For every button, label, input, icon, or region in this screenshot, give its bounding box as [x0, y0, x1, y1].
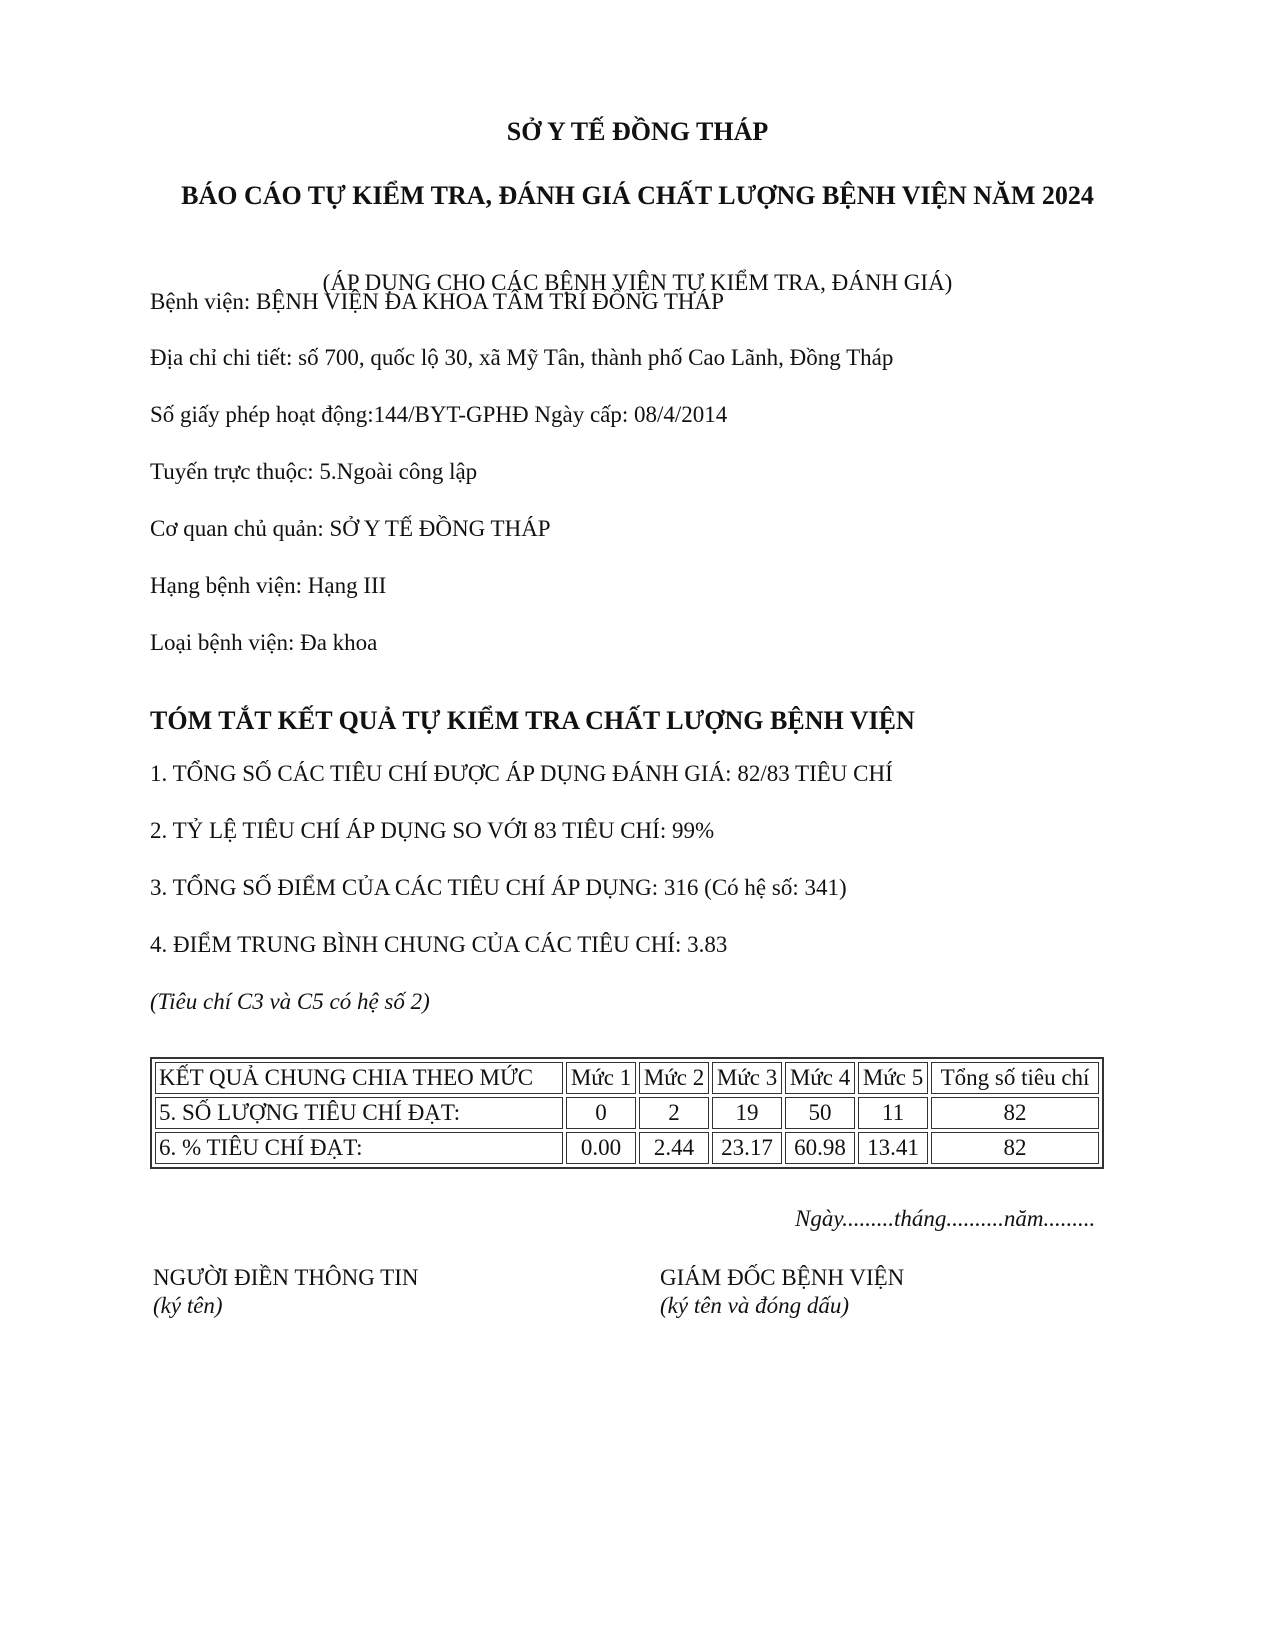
org-heading: SỞ Y TẾ ĐỒNG THÁP: [506, 117, 769, 146]
summary-item-1: 1. TỔNG SỐ CÁC TIÊU CHÍ ĐƯỢC ÁP DỤNG ĐÁNH GIÁ: 82/83 TIÊU CHÍ: [150, 761, 893, 786]
table-cell: 0.00: [566, 1132, 636, 1164]
tier-info: Tuyến trực thuộc: 5.Ngoài công lập: [150, 459, 478, 484]
table-cell: 6. % TIÊU CHÍ ĐẠT:: [155, 1132, 563, 1164]
table-row: [155, 1097, 1099, 1129]
coefficient-note: (Tiêu chí C3 và C5 có hệ số 2): [150, 989, 430, 1014]
hospital-name: Bệnh viện: BỆNH VIỆN ĐA KHOA TÂM TRÍ ĐỒNG THÁP: [150, 289, 724, 314]
report-title: BÁO CÁO TỰ KIỂM TRA, ĐÁNH GIÁ CHẤT LƯỢNG BỆNH VIỆN NĂM 2024: [181, 181, 1094, 210]
table-cell: 19: [712, 1097, 782, 1129]
table-cell: 82: [931, 1132, 1099, 1164]
table-row: [155, 1132, 1099, 1164]
table-header-cell: Mức 3: [712, 1062, 782, 1094]
table-header-cell: Mức 4: [785, 1062, 855, 1094]
preparer-hint: (ký tên): [153, 1293, 223, 1318]
hospital-address: Địa chỉ chi tiết: số 700, quốc lộ 30, xã Mỹ Tân, thành phố Cao Lãnh, Đồng Tháp: [150, 345, 894, 370]
license-info: Số giấy phép hoạt động:144/BYT-GPHĐ Ngày cấp: 08/4/2014: [150, 402, 728, 427]
table-cell: 5. SỐ LƯỢNG TIÊU CHÍ ĐẠT:: [155, 1097, 563, 1129]
summary-item-4: 4. ĐIỂM TRUNG BÌNH CHUNG CỦA CÁC TIÊU CHÍ: 3.83: [150, 932, 728, 957]
summary-item-3: 3. TỔNG SỐ ĐIỂM CỦA CÁC TIÊU CHÍ ÁP DỤNG: 316 (Có hệ số: 341): [150, 875, 847, 900]
results-table: [150, 1057, 1104, 1169]
summary-heading: TÓM TẮT KẾT QUẢ TỰ KIỂM TRA CHẤT LƯỢNG BỆNH VIỆN: [150, 706, 915, 735]
director-signature-block: [660, 1265, 904, 1319]
authority-info: Cơ quan chủ quản: SỞ Y TẾ ĐỒNG THÁP: [150, 516, 551, 541]
type-info: Loại bệnh viện: Đa khoa: [150, 630, 378, 655]
director-hint: (ký tên và đóng dấu): [660, 1293, 850, 1318]
table-cell: 60.98: [785, 1132, 855, 1164]
table-header-row: [155, 1062, 1099, 1094]
rank-info: Hạng bệnh viện: Hạng III: [150, 573, 387, 598]
table-cell: 82: [931, 1097, 1099, 1129]
table-cell: 13.41: [858, 1132, 928, 1164]
preparer-signature-block: [153, 1265, 419, 1319]
table-header-cell: Mức 1: [566, 1062, 636, 1094]
report-subtitle: (ÁP DỤNG CHO CÁC BỆNH VIỆN TỰ KIỂM TRA, ĐÁNH GIÁ): [322, 270, 953, 295]
summary-item-2: 2. TỶ LỆ TIÊU CHÍ ÁP DỤNG SO VỚI 83 TIÊU CHÍ: 99%: [150, 818, 715, 843]
preparer-role: NGƯỜI ĐIỀN THÔNG TIN: [153, 1265, 419, 1290]
table-cell: 2.44: [639, 1132, 709, 1164]
table-cell: 2: [639, 1097, 709, 1129]
director-role: GIÁM ĐỐC BỆNH VIỆN: [660, 1265, 905, 1290]
table-cell: 23.17: [712, 1132, 782, 1164]
table-cell: 11: [858, 1097, 928, 1129]
table-header-cell: Mức 5: [858, 1062, 928, 1094]
table-header-cell: Tổng số tiêu chí: [931, 1062, 1099, 1094]
table-cell: 50: [785, 1097, 855, 1129]
table-cell: 0: [566, 1097, 636, 1129]
table-header-cell: KẾT QUẢ CHUNG CHIA THEO MỨC: [155, 1062, 563, 1094]
table-header-cell: Mức 2: [639, 1062, 709, 1094]
date-line: Ngày.........tháng..........năm.........: [795, 1206, 1096, 1231]
